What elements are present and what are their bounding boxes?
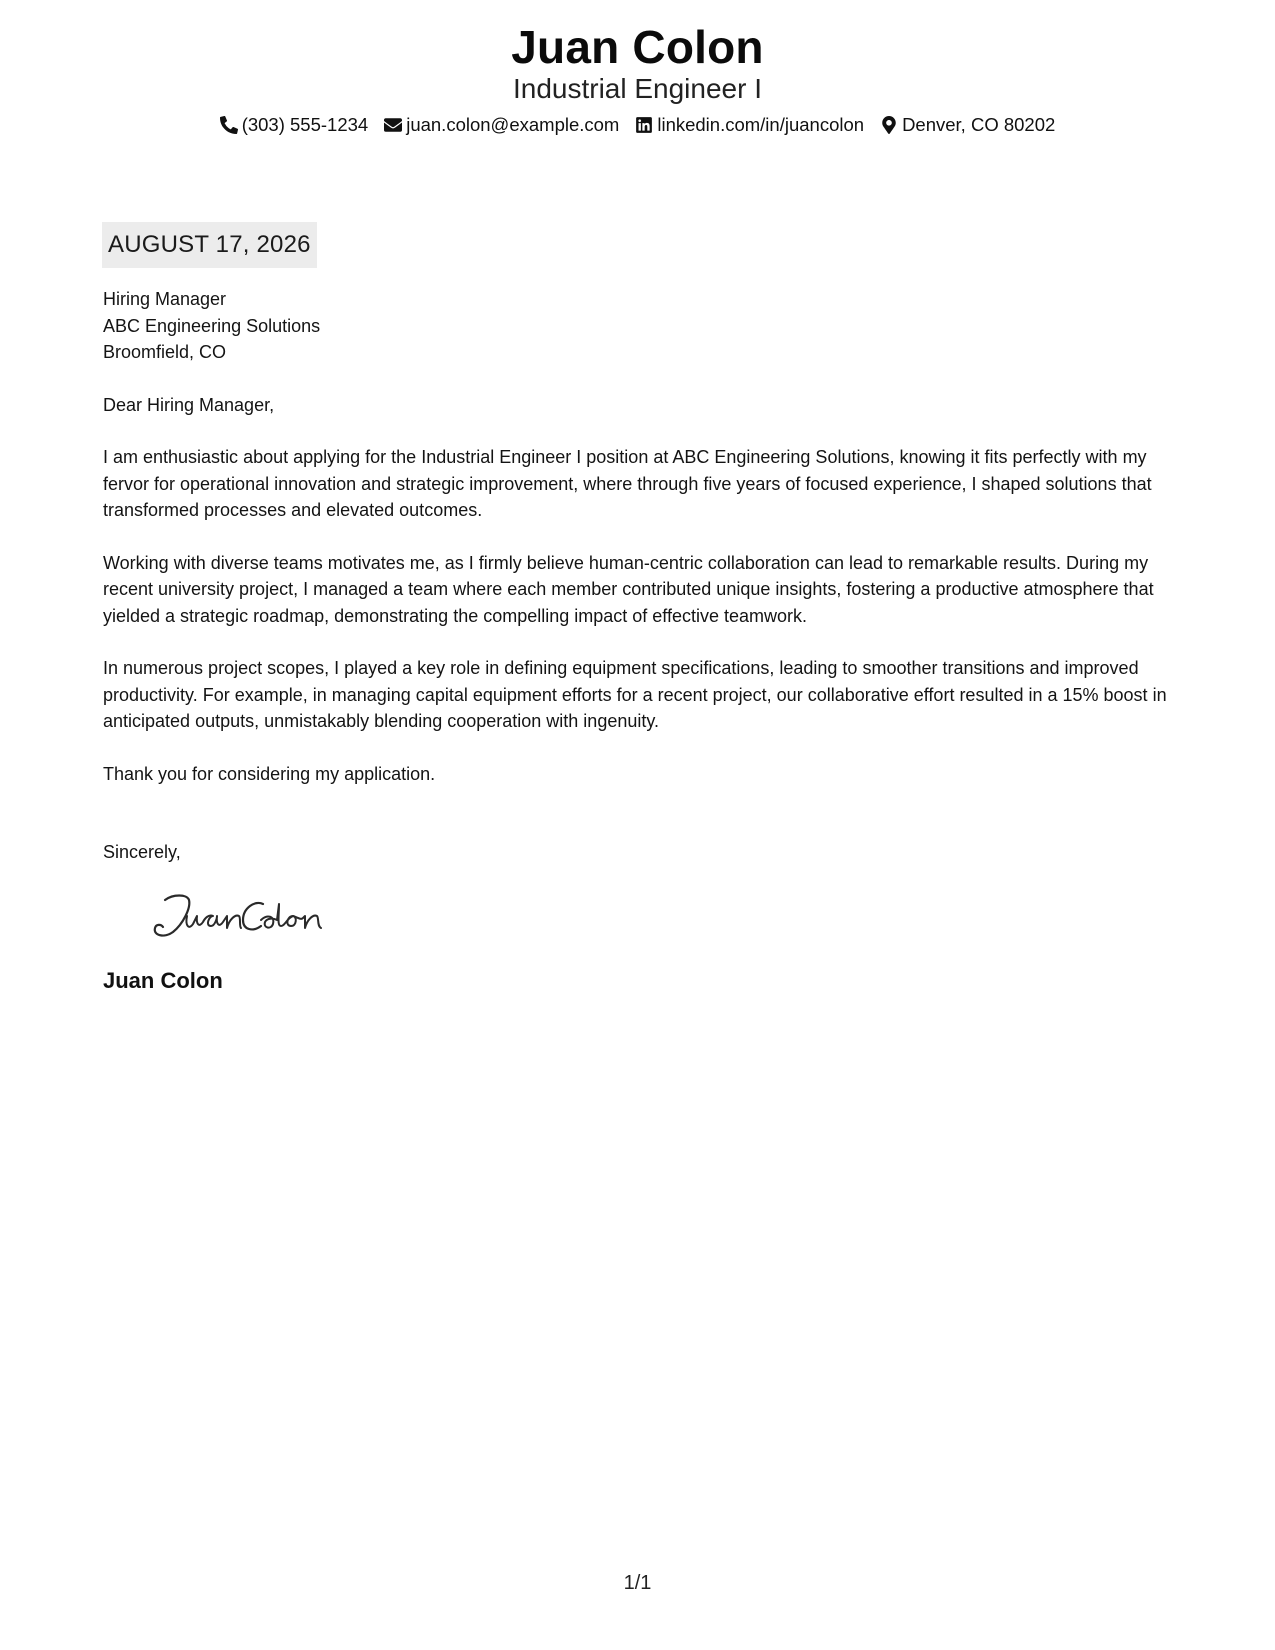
salutation: Dear Hiring Manager, bbox=[103, 394, 275, 415]
envelope-icon bbox=[384, 116, 402, 134]
page-number: 1/1 bbox=[623, 1572, 652, 1594]
linkedin-text: linkedin.com/in/juancolon bbox=[657, 114, 865, 135]
contact-location bbox=[880, 112, 1055, 138]
applicant-name: Juan Colon bbox=[511, 21, 764, 73]
body-paragraph: Working with diverse teams motivates me, as I firmly believe human-centric collaboration can lead to remarkable results. During my recent university project, I managed a team where each member contributed unique insights, fostering a productive atmosphere that yielded a strategic roadmap, demonstrating the compelling impact of effective teamwork. bbox=[103, 552, 1154, 626]
contact-phone[interactable] bbox=[220, 112, 369, 138]
contact-linkedin[interactable] bbox=[635, 112, 864, 138]
signature-image bbox=[143, 886, 333, 946]
contact-email[interactable] bbox=[384, 112, 619, 138]
location-text: Denver, CO 80202 bbox=[902, 114, 1056, 135]
contact-bar bbox=[0, 112, 1275, 138]
letter-date: AUGUST 17, 2026 bbox=[102, 222, 317, 268]
signer-name: Juan Colon bbox=[103, 968, 223, 993]
job-title: Industrial Engineer I bbox=[512, 73, 763, 104]
closing: Sincerely, bbox=[103, 842, 181, 862]
map-marker-icon bbox=[880, 116, 898, 134]
linkedin-icon bbox=[635, 116, 653, 134]
phone-icon bbox=[220, 116, 238, 134]
recipient-block bbox=[103, 286, 1178, 366]
recipient-line: ABC Engineering Solutions bbox=[103, 315, 321, 336]
body-paragraph: Thank you for considering my application. bbox=[103, 763, 436, 784]
email-text: juan.colon@example.com bbox=[406, 114, 620, 135]
letter-body bbox=[103, 222, 1178, 995]
body-paragraph: In numerous project scopes, I played a key role in defining equipment specifications, leading to smoother transitions and improved productivity. For example, in managing capital equipment efforts for a recent project, our collaborative effort resulted in a 15% boost in anticipated outputs, unmistakably blending cooperation with ingenuity. bbox=[103, 658, 1167, 731]
body-paragraph: I am enthusiastic about applying for the Industrial Engineer I position at ABC Engineering Solutions, knowing it fits perfectly with my fervor for operational innovation and strategic improvement, where through five years of focused experience, I shaped solutions that transformed processes and elevated outcomes. bbox=[103, 447, 1152, 520]
letter-header bbox=[0, 18, 1275, 138]
recipient-line: Hiring Manager bbox=[103, 289, 227, 309]
recipient-line: Broomfield, CO bbox=[103, 342, 227, 362]
phone-text: (303) 555-1234 bbox=[241, 114, 369, 135]
